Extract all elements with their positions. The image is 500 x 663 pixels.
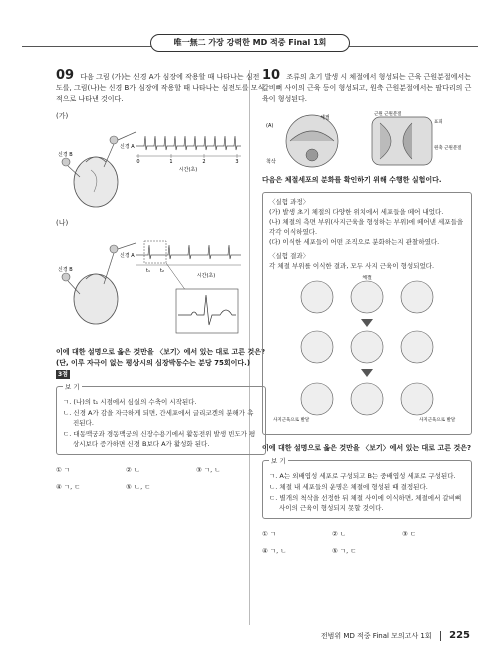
nerve-a-label: 신경 A (120, 144, 135, 150)
page-header: 唯一無二 가장 강력한 MD 적중 Final 1회 (150, 34, 350, 52)
tick-2: 2 (202, 159, 206, 165)
bogi-box (56, 383, 266, 455)
page-number: 225 (449, 630, 470, 641)
question-9-prompt (56, 347, 266, 380)
question-9 (56, 70, 266, 493)
bogi-box (262, 457, 472, 519)
experiment-intro: 다음은 체절세포의 분화를 확인하기 위해 수행한 실험이다. (262, 176, 442, 184)
question-text: 조류의 초기 발생 시 체절에서 형성되는 근육 근원분절에서는 갈비뼈 사이의 근육 등이 형성되고, 원축 근원분절에서는 팔다리의 근육이 형성된다. (262, 73, 472, 103)
question-10 (262, 70, 472, 557)
tick-1: 1 (169, 159, 173, 165)
nerve-b-label: 신경 B (58, 152, 73, 158)
result-heading: 〈실험 결과〉 (269, 252, 310, 260)
choice-3[interactable]: ③ ㄷ (402, 530, 417, 538)
nerve-a-label-b: 신경 A (120, 253, 135, 259)
choice-1[interactable]: ① ㄱ (262, 530, 277, 538)
question-10-prompt: 이에 대한 설명으로 옳은 것만을 〈보기〉에서 있는 대로 고른 것은? (262, 444, 472, 452)
footer-text: 전범위 MD 적중 Final 모의고사 1회 (320, 632, 432, 640)
somite-diagram (262, 111, 472, 169)
answer-choices (262, 529, 472, 557)
bogi-item: ㄴ. 체절 내 세포들의 운명은 체절에 형성된 때 결정된다. (269, 483, 428, 491)
time-axis-label-b: 시간(초) (196, 273, 216, 279)
choice-4[interactable]: ④ ㄱ, ㄴ (262, 547, 287, 555)
choice-2[interactable]: ② ㄴ (332, 530, 347, 538)
label-epaxial: 근원 근원분절 (374, 112, 402, 117)
question-number: 10 (262, 68, 281, 83)
question-10-stem (262, 70, 472, 105)
choice-1[interactable]: ① ㄱ (56, 466, 71, 474)
bogi-item: ㄱ. (나)의 t₁ 시점에서 심실의 수축이 시작된다. (63, 398, 197, 406)
bogi-item: ㄷ. 대동맥궁과 경동맥궁의 신장수용기에서 활동전위 발생 빈도가 평상시보다 증가하면 신경 B보다 A가 활성화 된다. (63, 430, 256, 448)
time-axis-label: 시간(초) (178, 167, 198, 173)
question-number: 09 (56, 68, 75, 83)
figure-b-label: (나) (56, 219, 69, 227)
somite-illustration (262, 111, 472, 169)
choice-3[interactable]: ③ ㄱ, ㄴ (196, 466, 221, 474)
experiment-box (262, 192, 472, 435)
question-prompt-text: 이에 대한 설명으로 옳은 것만을 〈보기〉에서 있는 대로 고른 것은? (단, 이루 자극이 없는 평상시의 심장박동수는 분당 75회이다.) (56, 348, 266, 367)
choice-2[interactable]: ② ㄴ (126, 466, 141, 474)
nerve-b-label-b: 신경 B (58, 267, 73, 273)
choice-5[interactable]: ⑤ ㄱ, ㄷ (332, 547, 357, 555)
result-right-label: 사지근육으로 발달 (419, 418, 456, 423)
question-text: 다음 그림 (가)는 신경 A가 심장에 작용할 때 나타나는 심전도를, 그림(나)는 신경 B가 심장에 작용할 때 나타나는 심전도를 모식적으로 나타낸 것이다. (56, 73, 265, 103)
label-epidermis: 표피 (434, 120, 443, 125)
figure-b (56, 229, 266, 339)
label-a: (A) (266, 123, 274, 129)
choice-5[interactable]: ⑤ ㄴ, ㄷ (126, 483, 151, 491)
bogi-item: ㄱ. A는 외배엽성 세포로 구성되고 B는 중배엽성 세포로 구성된다. (269, 472, 456, 480)
process-step: (가) 발생 초기 체절의 다양한 위치에서 세포들을 떼어 내었다. (269, 208, 444, 216)
figure-a-label: (가) (56, 112, 69, 120)
process-heading: 〈실험 과정〉 (269, 198, 310, 206)
bogi-label: 보 기 (65, 383, 80, 391)
footer-divider (440, 631, 441, 641)
choice-4[interactable]: ④ ㄱ, ㄷ (56, 483, 81, 491)
tick-3: 3 (235, 159, 239, 165)
process-step: (다) 이식한 세포들이 어떤 조직으로 분화하는지 관찰하였다. (269, 238, 440, 246)
heart-ecg-diagram-a (56, 122, 246, 212)
label-hypaxial: 원축 근원분절 (434, 146, 462, 151)
answer-choices (56, 465, 266, 493)
t1-label: t₁ (146, 268, 150, 274)
figure-a (56, 122, 266, 212)
bogi-label: 보 기 (271, 457, 286, 465)
result-text: 각 체절 부위를 이식한 결과, 모두 사지 근육이 형성되었다. (269, 262, 435, 270)
bogi-item: ㄴ. 신경 A가 감을 자극하게 되면, 간세포에서 글리코겐의 분해가 촉진된다. (63, 409, 254, 427)
transplant-result-diagram (269, 275, 465, 427)
heart-ecg-diagram-b (56, 229, 246, 339)
tick-0: 0 (136, 159, 140, 165)
bogi-item: ㄷ. 별개의 척삭을 선정한 뒤 체절 사이에 이식하면, 체절에서 갈비뼈 사이의 근육이 형성되지 못할 것이다. (269, 494, 462, 512)
t2-label: t₂ (160, 268, 164, 274)
page-footer (0, 630, 470, 641)
process-step: (나) 체절의 측면 부위(사지근육을 형성하는 부위)에 떼어낸 세포들을 각각 이식하였다. (269, 218, 464, 236)
question-9-stem (56, 70, 266, 105)
label-somite: 체절 (320, 115, 330, 121)
label-notochord: 척삭 (266, 159, 276, 165)
points-badge: 3점 (58, 371, 68, 378)
result-top-label: 체절 (362, 275, 372, 281)
result-left-label: 사지근육으로 발달 (273, 418, 310, 423)
